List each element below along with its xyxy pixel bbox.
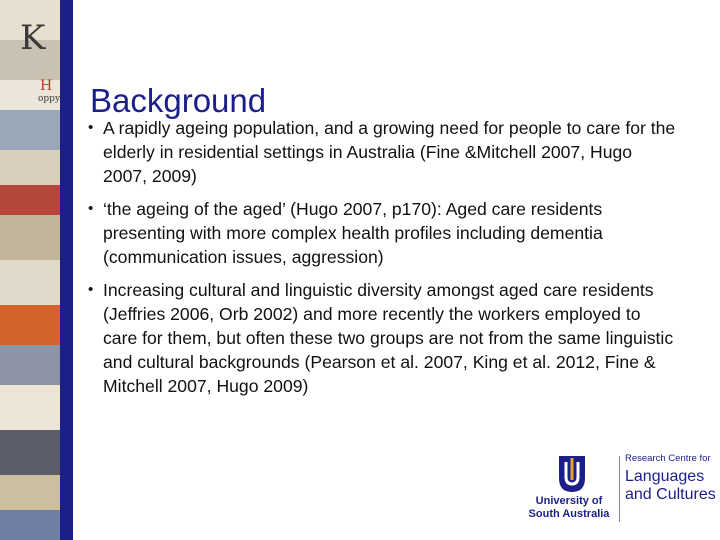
collage-tile: [0, 430, 60, 475]
bullet-item: [86, 278, 676, 398]
bullet-text: A rapidly ageing population, and a growing need for people to care for the elderly in residential settings in Australia (Fine &Mitchell 2007, Hugo 2007, 2009): [103, 118, 676, 186]
collage-glyph: oppy: [38, 94, 60, 104]
collage-glyph: K: [20, 18, 46, 58]
collage-glyph: H: [40, 78, 53, 94]
university-line2: South Australia: [528, 508, 610, 520]
collage-tile: [0, 510, 60, 540]
bullet-dot: •: [88, 200, 94, 217]
centre-line2: and Cultures: [625, 486, 716, 503]
collage-tile: [0, 150, 60, 185]
collage-tile: [0, 260, 60, 305]
collage-tile: [0, 385, 60, 430]
collage-tile: [0, 215, 60, 260]
bullet-item: [86, 116, 676, 188]
bullet-text: ‘the ageing of the aged’ (Hugo 2007, p170): Aged care residents presenting with more complex health profiles including dementia (communication issues, aggression): [103, 199, 603, 267]
bullet-text: Increasing cultural and linguistic diversity amongst aged care residents (Jeffries 2006, Orb 2002) and more recently the workers employed to care for them, but often these two groups are not from the same linguistic and cultural backgrounds (Pearson et al. 2007, King et al. 2012, Fine & Mitchell 2007, Hugo 2009): [103, 280, 674, 396]
bullet-list: [86, 116, 676, 407]
collage-strip: [0, 0, 60, 540]
bullet-item: [86, 197, 676, 269]
unisa-logo-icon: [557, 454, 587, 494]
bullet-dot: •: [88, 119, 94, 136]
centre-name: [625, 468, 720, 504]
centre-subtitle: Research Centre for: [625, 453, 711, 464]
collage-tile: [0, 110, 60, 150]
collage-tile: [0, 345, 60, 385]
logo-area: [525, 452, 715, 527]
logo-divider: [619, 456, 620, 522]
collage-tile: [0, 185, 60, 215]
collage-tile: [0, 475, 60, 510]
centre-line1: Languages: [625, 468, 705, 485]
university-line1: University of: [535, 495, 603, 507]
bullet-dot: •: [88, 281, 94, 298]
accent-bar: [60, 0, 73, 540]
university-name: [525, 495, 613, 521]
slide-title: Background: [90, 82, 267, 120]
collage-tile: [0, 305, 60, 345]
